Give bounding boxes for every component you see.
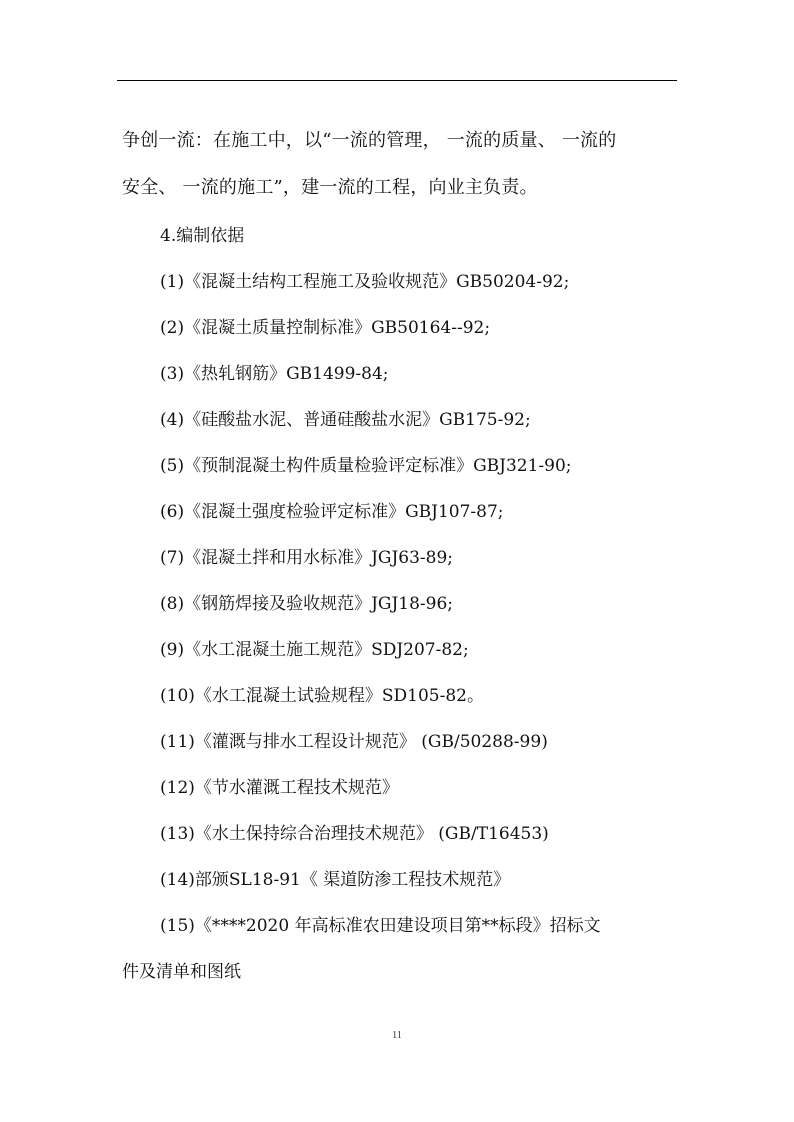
reference-item-14: (14)部颁SL18-91《 渠道防渗工程技术规范》 xyxy=(160,870,511,890)
reference-item-13: (13)《水土保持综合治理技术规范》 (GB/T16453) xyxy=(160,824,549,844)
header-rule xyxy=(117,80,677,81)
reference-item-4: (4)《硅酸盐水泥、普通硅酸盐水泥》GB175-92; xyxy=(160,410,531,430)
page-number: 11 xyxy=(392,1030,402,1041)
reference-item-15-continued: 件及清单和图纸 xyxy=(122,962,241,982)
reference-item-11: (11)《灌溉与排水工程设计规范》 (GB/50288-99) xyxy=(160,732,548,752)
reference-item-1: (1)《混凝土结构工程施工及验收规范》GB50204-92; xyxy=(160,272,570,292)
reference-item-6: (6)《混凝土强度检验评定标准》GBJ107-87; xyxy=(160,502,504,522)
reference-item-12: (12)《节水灌溉工程技术规范》 xyxy=(160,778,399,798)
reference-item-15: (15)《****2020 年高标准农田建设项目第**标段》招标文 xyxy=(160,916,601,936)
reference-item-8: (8)《钢筋焊接及验收规范》JGJ18-96; xyxy=(160,594,454,614)
reference-item-10: (10)《水工混凝土试验规程》SD105-82。 xyxy=(160,686,484,706)
intro-line-2: 安全、 一流的施工”，建一流的工程，向业主负责。 xyxy=(122,177,538,198)
reference-item-9: (9)《水工混凝土施工规范》SDJ207-82; xyxy=(160,640,469,660)
section-heading: 4.编制依据 xyxy=(160,226,245,246)
intro-line-1: 争创一流：在施工中，以“一流的管理， 一流的质量、 一流的 xyxy=(122,130,617,151)
reference-item-7: (7)《混凝土拌和用水标准》JGJ63-89; xyxy=(160,548,454,568)
reference-item-5: (5)《预制混凝土构件质量检验评定标准》GBJ321-90; xyxy=(160,456,572,476)
reference-item-2: (2)《混凝土质量控制标准》GB50164--92; xyxy=(160,318,491,338)
reference-item-3: (3)《热轧钢筋》GB1499-84; xyxy=(160,364,389,384)
